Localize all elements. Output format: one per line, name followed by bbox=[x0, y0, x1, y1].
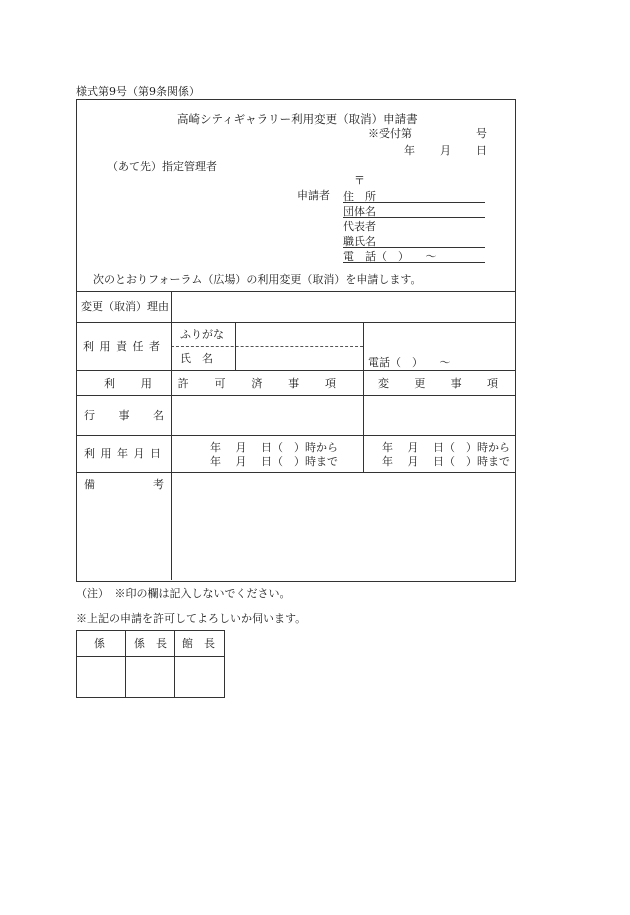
change-items-char: 項 bbox=[486, 377, 498, 390]
change-items-header bbox=[378, 378, 498, 389]
date-day: 日 bbox=[476, 144, 487, 157]
label-column-rule bbox=[171, 291, 172, 580]
change-items-char: 事 bbox=[450, 377, 462, 390]
approved-items-header bbox=[104, 378, 336, 389]
usage-date-label: 利用年月日 bbox=[84, 447, 167, 460]
statement-text: 次のとおりフォーラム（広場）の利用変更（取消）を申請します。 bbox=[93, 273, 422, 286]
approved-items-char: 用 bbox=[140, 377, 152, 390]
event-name-label bbox=[84, 410, 164, 421]
approved-items-char: 利 bbox=[104, 377, 115, 390]
table-top-rule bbox=[76, 291, 515, 292]
change-time-to: 年 月 日（ ）時まで bbox=[382, 455, 510, 468]
event-name-char: 事 bbox=[118, 409, 130, 422]
receipt-suffix: 号 bbox=[476, 127, 487, 140]
date-month: 月 bbox=[440, 144, 451, 157]
receipt-label: ※受付第 bbox=[368, 127, 412, 140]
stamp-header-staff: 係 bbox=[94, 637, 105, 650]
responsible-label: 利用責任者 bbox=[83, 340, 166, 353]
applicant-group-label: 団体名 bbox=[343, 205, 376, 218]
event-name-char: 名 bbox=[153, 409, 164, 422]
approved-time-from: 年 月 日（ ）時から bbox=[210, 441, 338, 454]
event-row-rule bbox=[76, 435, 515, 436]
stamp-column-rule bbox=[174, 630, 175, 697]
change-time-from: 年 月 日（ ）時から bbox=[382, 441, 510, 454]
applicant-phone-label: 電 話（ ） 〜 bbox=[343, 250, 437, 263]
change-items-char: 変 bbox=[378, 377, 389, 390]
form-number: 様式第9号（第9条関係） bbox=[76, 85, 200, 98]
approved-items-char: 項 bbox=[324, 377, 336, 390]
name-label: 氏 名 bbox=[180, 352, 213, 365]
furigana-divider bbox=[171, 346, 363, 347]
approved-items-char: 済 bbox=[251, 377, 263, 390]
stamp-header-rule bbox=[76, 656, 224, 657]
approval-request-text: ※上記の申請を許可してよろしいか伺います。 bbox=[76, 612, 307, 625]
furigana-label: ふりがな bbox=[180, 328, 224, 341]
address-line bbox=[343, 202, 485, 203]
stamp-column-rule bbox=[125, 630, 126, 697]
responsible-phone-label: 電話（ ） 〜 bbox=[368, 356, 451, 369]
remarks-char: 備 bbox=[84, 478, 95, 491]
approved-items-char: 事 bbox=[288, 377, 300, 390]
approved-items-char: 可 bbox=[214, 377, 226, 390]
responsible-row-rule bbox=[76, 370, 515, 371]
header-row-rule bbox=[76, 395, 515, 396]
reason-row-rule bbox=[76, 322, 515, 323]
change-items-char: 更 bbox=[414, 377, 426, 390]
form-title: 高崎シティギャラリー利用変更（取消）申請書 bbox=[177, 112, 418, 126]
stamp-header-director: 館 長 bbox=[182, 637, 215, 650]
change-column-rule bbox=[363, 370, 364, 472]
remarks-char: 考 bbox=[153, 478, 164, 491]
postal-mark: 〒 bbox=[354, 174, 365, 187]
applicant-label: 申請者 bbox=[297, 189, 330, 202]
phone-line bbox=[343, 262, 485, 263]
applicant-position-name-label: 職氏名 bbox=[343, 235, 376, 248]
reason-label: 変更（取消）理由 bbox=[81, 300, 169, 313]
event-name-char: 行 bbox=[84, 409, 95, 422]
applicant-representative-label: 代表者 bbox=[343, 220, 376, 233]
furigana-column-rule bbox=[235, 322, 236, 370]
approved-items-char: 許 bbox=[177, 377, 189, 390]
approved-time-to: 年 月 日（ ）時まで bbox=[210, 455, 338, 468]
phone-column-rule bbox=[363, 322, 364, 370]
date-row-rule bbox=[76, 472, 515, 473]
date-year: 年 bbox=[404, 144, 415, 157]
note-text: （注） ※印の欄は記入しないでください。 bbox=[76, 587, 291, 600]
group-line bbox=[343, 217, 485, 218]
applicant-address-label: 住 所 bbox=[343, 190, 376, 203]
remarks-label bbox=[84, 479, 164, 490]
stamp-header-chief: 係 長 bbox=[134, 637, 167, 650]
addressee: （あて先）指定管理者 bbox=[107, 160, 217, 173]
position-name-line bbox=[343, 247, 485, 248]
